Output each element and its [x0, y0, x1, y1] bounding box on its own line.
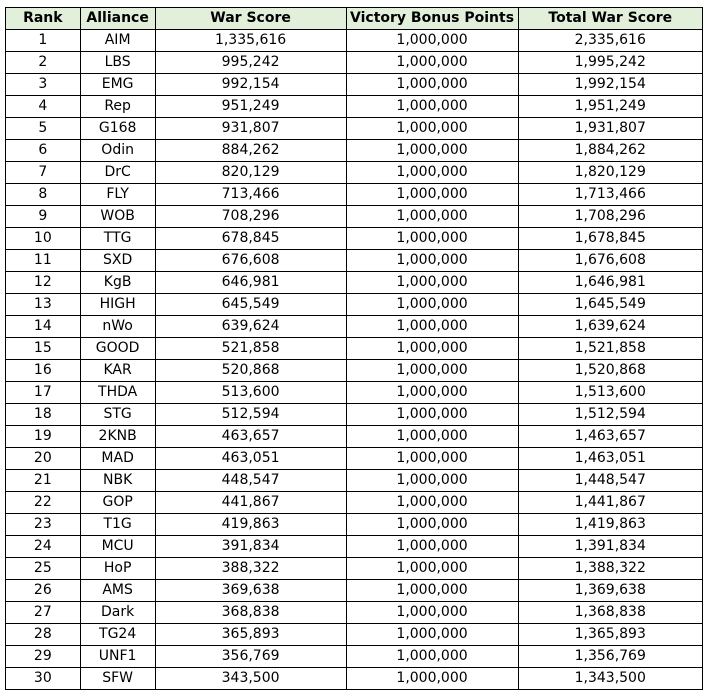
cell-alliance: GOOD — [80, 338, 155, 360]
cell-total-war-score: 1,441,867 — [518, 492, 702, 514]
cell-alliance: THDA — [80, 382, 155, 404]
cell-victory-bonus-points: 1,000,000 — [346, 206, 518, 228]
cell-rank: 8 — [6, 184, 81, 206]
table-wrapper — [5, 7, 703, 690]
cell-victory-bonus-points: 1,000,000 — [346, 96, 518, 118]
cell-alliance: WOB — [80, 206, 155, 228]
table-row — [6, 118, 703, 140]
cell-victory-bonus-points: 1,000,000 — [346, 184, 518, 206]
cell-war-score: 365,893 — [155, 624, 346, 646]
table-row — [6, 272, 703, 294]
cell-total-war-score: 2,335,616 — [518, 30, 702, 52]
cell-total-war-score: 1,645,549 — [518, 294, 702, 316]
cell-rank: 3 — [6, 74, 81, 96]
cell-war-score: 1,335,616 — [155, 30, 346, 52]
cell-total-war-score: 1,708,296 — [518, 206, 702, 228]
cell-total-war-score: 1,713,466 — [518, 184, 702, 206]
cell-rank: 12 — [6, 272, 81, 294]
table-row — [6, 30, 703, 52]
cell-total-war-score: 1,388,322 — [518, 558, 702, 580]
cell-alliance: KAR — [80, 360, 155, 382]
cell-victory-bonus-points: 1,000,000 — [346, 272, 518, 294]
cell-rank: 28 — [6, 624, 81, 646]
table-row — [6, 96, 703, 118]
cell-rank: 5 — [6, 118, 81, 140]
cell-rank: 30 — [6, 668, 81, 690]
cell-rank: 19 — [6, 426, 81, 448]
cell-alliance: Rep — [80, 96, 155, 118]
cell-rank: 17 — [6, 382, 81, 404]
cell-war-score: 645,549 — [155, 294, 346, 316]
cell-total-war-score: 1,884,262 — [518, 140, 702, 162]
cell-war-score: 678,845 — [155, 228, 346, 250]
cell-victory-bonus-points: 1,000,000 — [346, 624, 518, 646]
cell-total-war-score: 1,639,624 — [518, 316, 702, 338]
cell-war-score: 951,249 — [155, 96, 346, 118]
table-row — [6, 228, 703, 250]
table-row — [6, 580, 703, 602]
cell-total-war-score: 1,512,594 — [518, 404, 702, 426]
cell-rank: 25 — [6, 558, 81, 580]
cell-total-war-score: 1,995,242 — [518, 52, 702, 74]
table-row — [6, 470, 703, 492]
cell-total-war-score: 1,391,834 — [518, 536, 702, 558]
cell-rank: 16 — [6, 360, 81, 382]
cell-total-war-score: 1,646,981 — [518, 272, 702, 294]
cell-alliance: HIGH — [80, 294, 155, 316]
cell-war-score: 441,867 — [155, 492, 346, 514]
cell-war-score: 513,600 — [155, 382, 346, 404]
header-row — [6, 8, 703, 30]
table-body — [6, 30, 703, 690]
cell-war-score: 995,242 — [155, 52, 346, 74]
cell-alliance: TTG — [80, 228, 155, 250]
table-row — [6, 162, 703, 184]
cell-alliance: 2KNB — [80, 426, 155, 448]
cell-war-score: 521,858 — [155, 338, 346, 360]
cell-war-score: 463,051 — [155, 448, 346, 470]
cell-alliance: G168 — [80, 118, 155, 140]
cell-total-war-score: 1,343,500 — [518, 668, 702, 690]
header-victory-bonus-points: Victory Bonus Points — [346, 8, 518, 30]
cell-alliance: HoP — [80, 558, 155, 580]
cell-victory-bonus-points: 1,000,000 — [346, 74, 518, 96]
cell-total-war-score: 1,419,863 — [518, 514, 702, 536]
cell-total-war-score: 1,368,838 — [518, 602, 702, 624]
cell-victory-bonus-points: 1,000,000 — [346, 140, 518, 162]
cell-rank: 26 — [6, 580, 81, 602]
cell-victory-bonus-points: 1,000,000 — [346, 668, 518, 690]
header-war-score: War Score — [155, 8, 346, 30]
table-row — [6, 316, 703, 338]
cell-war-score: 639,624 — [155, 316, 346, 338]
cell-alliance: EMG — [80, 74, 155, 96]
cell-victory-bonus-points: 1,000,000 — [346, 228, 518, 250]
cell-rank: 6 — [6, 140, 81, 162]
cell-alliance: AIM — [80, 30, 155, 52]
header-alliance: Alliance — [80, 8, 155, 30]
cell-alliance: AMS — [80, 580, 155, 602]
cell-victory-bonus-points: 1,000,000 — [346, 162, 518, 184]
cell-war-score: 820,129 — [155, 162, 346, 184]
cell-alliance: FLY — [80, 184, 155, 206]
cell-war-score: 931,807 — [155, 118, 346, 140]
cell-war-score: 884,262 — [155, 140, 346, 162]
cell-alliance: UNF1 — [80, 646, 155, 668]
cell-victory-bonus-points: 1,000,000 — [346, 360, 518, 382]
cell-war-score: 391,834 — [155, 536, 346, 558]
cell-victory-bonus-points: 1,000,000 — [346, 294, 518, 316]
cell-total-war-score: 1,448,547 — [518, 470, 702, 492]
cell-rank: 15 — [6, 338, 81, 360]
cell-alliance: GOP — [80, 492, 155, 514]
cell-alliance: Dark — [80, 602, 155, 624]
war-score-table — [5, 7, 703, 690]
cell-alliance: KgB — [80, 272, 155, 294]
cell-victory-bonus-points: 1,000,000 — [346, 514, 518, 536]
cell-war-score: 463,657 — [155, 426, 346, 448]
cell-victory-bonus-points: 1,000,000 — [346, 404, 518, 426]
cell-victory-bonus-points: 1,000,000 — [346, 536, 518, 558]
table-row — [6, 624, 703, 646]
table-row — [6, 558, 703, 580]
cell-victory-bonus-points: 1,000,000 — [346, 118, 518, 140]
cell-victory-bonus-points: 1,000,000 — [346, 492, 518, 514]
table-row — [6, 514, 703, 536]
cell-war-score: 419,863 — [155, 514, 346, 536]
cell-total-war-score: 1,365,893 — [518, 624, 702, 646]
cell-victory-bonus-points: 1,000,000 — [346, 52, 518, 74]
cell-rank: 21 — [6, 470, 81, 492]
cell-victory-bonus-points: 1,000,000 — [346, 338, 518, 360]
table-row — [6, 140, 703, 162]
cell-total-war-score: 1,369,638 — [518, 580, 702, 602]
table-row — [6, 294, 703, 316]
cell-war-score: 448,547 — [155, 470, 346, 492]
cell-total-war-score: 1,356,769 — [518, 646, 702, 668]
cell-alliance: nWo — [80, 316, 155, 338]
cell-war-score: 388,322 — [155, 558, 346, 580]
cell-total-war-score: 1,463,051 — [518, 448, 702, 470]
cell-rank: 18 — [6, 404, 81, 426]
table-row — [6, 360, 703, 382]
table-row — [6, 492, 703, 514]
cell-war-score: 646,981 — [155, 272, 346, 294]
cell-victory-bonus-points: 1,000,000 — [346, 580, 518, 602]
cell-alliance: SFW — [80, 668, 155, 690]
cell-war-score: 713,466 — [155, 184, 346, 206]
cell-war-score: 356,769 — [155, 646, 346, 668]
cell-victory-bonus-points: 1,000,000 — [346, 470, 518, 492]
cell-war-score: 992,154 — [155, 74, 346, 96]
header-total-war-score: Total War Score — [518, 8, 702, 30]
cell-alliance: MCU — [80, 536, 155, 558]
table-row — [6, 404, 703, 426]
cell-war-score: 368,838 — [155, 602, 346, 624]
cell-alliance: TG24 — [80, 624, 155, 646]
cell-war-score: 676,608 — [155, 250, 346, 272]
cell-alliance: MAD — [80, 448, 155, 470]
cell-alliance: T1G — [80, 514, 155, 536]
table-row — [6, 74, 703, 96]
cell-victory-bonus-points: 1,000,000 — [346, 448, 518, 470]
cell-rank: 9 — [6, 206, 81, 228]
cell-rank: 24 — [6, 536, 81, 558]
table-row — [6, 426, 703, 448]
cell-total-war-score: 1,678,845 — [518, 228, 702, 250]
cell-alliance: DrC — [80, 162, 155, 184]
cell-alliance: LBS — [80, 52, 155, 74]
cell-rank: 14 — [6, 316, 81, 338]
cell-victory-bonus-points: 1,000,000 — [346, 250, 518, 272]
cell-total-war-score: 1,676,608 — [518, 250, 702, 272]
table-row — [6, 602, 703, 624]
cell-alliance: SXD — [80, 250, 155, 272]
cell-total-war-score: 1,992,154 — [518, 74, 702, 96]
table-row — [6, 184, 703, 206]
table-row — [6, 250, 703, 272]
cell-victory-bonus-points: 1,000,000 — [346, 382, 518, 404]
cell-total-war-score: 1,521,858 — [518, 338, 702, 360]
cell-rank: 10 — [6, 228, 81, 250]
table-row — [6, 206, 703, 228]
cell-rank: 1 — [6, 30, 81, 52]
cell-victory-bonus-points: 1,000,000 — [346, 316, 518, 338]
cell-total-war-score: 1,520,868 — [518, 360, 702, 382]
table-row — [6, 536, 703, 558]
table-row — [6, 448, 703, 470]
table-row — [6, 382, 703, 404]
table-row — [6, 668, 703, 690]
cell-victory-bonus-points: 1,000,000 — [346, 426, 518, 448]
cell-rank: 7 — [6, 162, 81, 184]
cell-victory-bonus-points: 1,000,000 — [346, 30, 518, 52]
header-rank: Rank — [6, 8, 81, 30]
cell-total-war-score: 1,513,600 — [518, 382, 702, 404]
cell-war-score: 343,500 — [155, 668, 346, 690]
cell-total-war-score: 1,820,129 — [518, 162, 702, 184]
cell-rank: 2 — [6, 52, 81, 74]
cell-rank: 27 — [6, 602, 81, 624]
cell-war-score: 512,594 — [155, 404, 346, 426]
table-row — [6, 338, 703, 360]
cell-total-war-score: 1,463,657 — [518, 426, 702, 448]
cell-total-war-score: 1,951,249 — [518, 96, 702, 118]
cell-victory-bonus-points: 1,000,000 — [346, 602, 518, 624]
cell-alliance: STG — [80, 404, 155, 426]
table-row — [6, 646, 703, 668]
cell-rank: 13 — [6, 294, 81, 316]
cell-war-score: 369,638 — [155, 580, 346, 602]
cell-rank: 11 — [6, 250, 81, 272]
cell-alliance: Odin — [80, 140, 155, 162]
cell-victory-bonus-points: 1,000,000 — [346, 646, 518, 668]
cell-rank: 20 — [6, 448, 81, 470]
cell-victory-bonus-points: 1,000,000 — [346, 558, 518, 580]
cell-rank: 23 — [6, 514, 81, 536]
cell-alliance: NBK — [80, 470, 155, 492]
cell-war-score: 708,296 — [155, 206, 346, 228]
table-header — [6, 8, 703, 30]
cell-total-war-score: 1,931,807 — [518, 118, 702, 140]
cell-rank: 29 — [6, 646, 81, 668]
table-row — [6, 52, 703, 74]
cell-war-score: 520,868 — [155, 360, 346, 382]
cell-rank: 22 — [6, 492, 81, 514]
cell-rank: 4 — [6, 96, 81, 118]
